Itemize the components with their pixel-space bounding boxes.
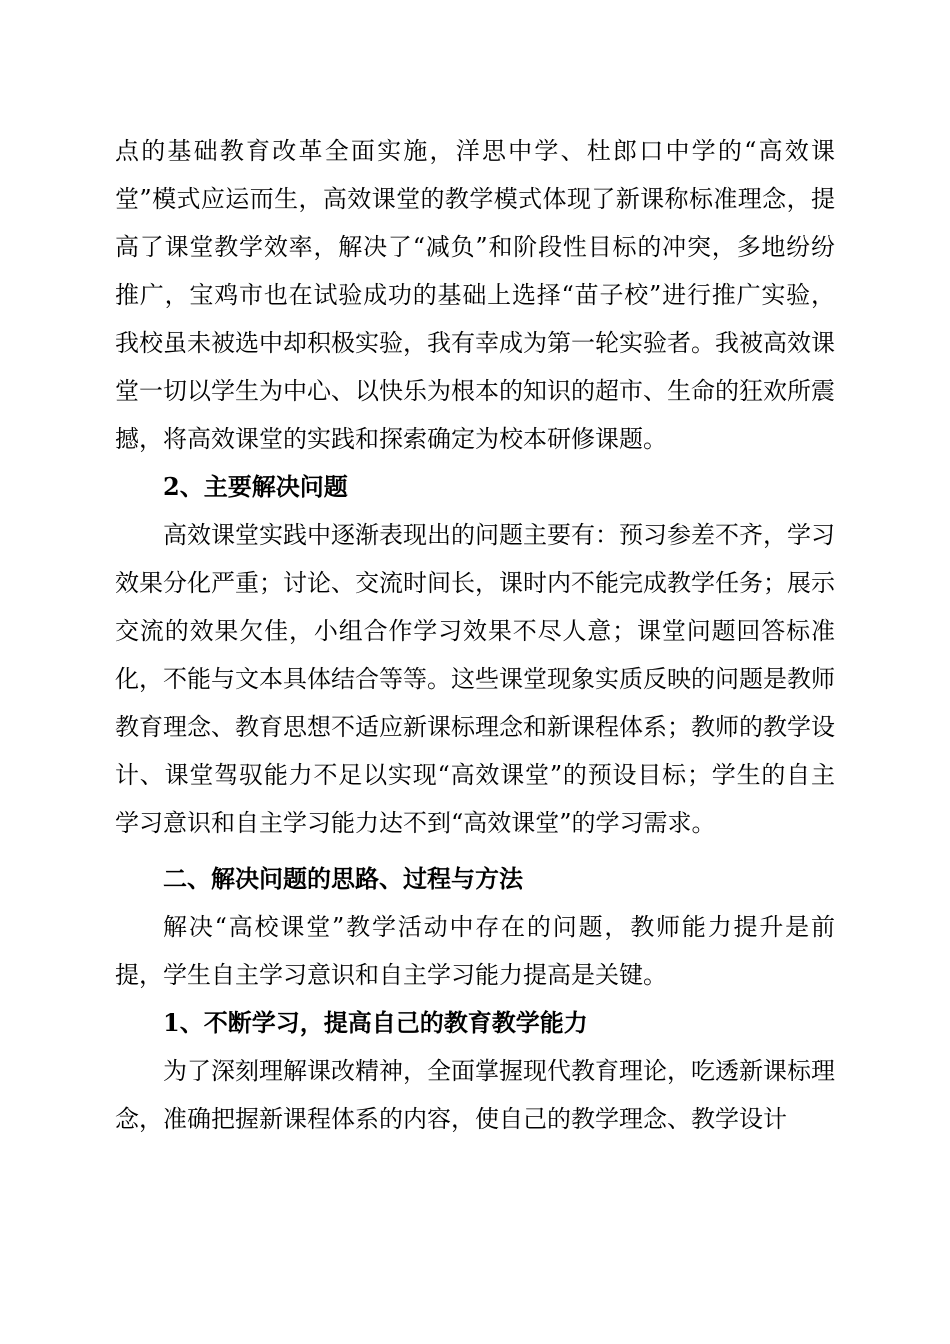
paragraph-2: 高效课堂实践中逐渐表现出的问题主要有：预习参差不齐，学习效果分化严重；讨论、交流时间长，课时内不能完成教学任务；展示交流的效果欠佳，小组合作学习效果不尽人意；课堂问题回答标准化，不能与文本具体结合等等。这些课堂现象实质反映的问题是教师教育理念、教育思想不适应新课标理念和新课程体系；教师的教学设计、课堂驾驭能力不足以实现“高效课堂”的预设目标；学生的自主学习意识和自主学习能力达不到“高效课堂”的学习需求。: [115, 521, 835, 837]
paragraph-3: 解决“高校课堂”教学活动中存在的问题，教师能力提升是前提，学生自主学习意识和自主学习能力提高是关键。: [115, 913, 835, 989]
paragraph-4: 为了深刻理解课改精神，全面掌握现代教育理论，吃透新课标理念，准确把握新课程体系的内容，使自己的教学理念、教学设计: [115, 1057, 835, 1133]
section-heading-continuous-learning: 1、不断学习，提高自己的教育教学能力: [163, 1008, 588, 1037]
section-heading-main-problems: 2、主要解决问题: [163, 472, 348, 501]
section-heading-solution-approach: 二、解决问题的思路、过程与方法: [163, 864, 523, 893]
paragraph-1: 点的基础教育改革全面实施，洋思中学、杜郎口中学的“高效课堂”模式应运而生，高效课堂的教学模式体现了新课称标准理念，提高了课堂教学效率，解决了“减负”和阶段性目标的冲突，多地纷纷推广，宝鸡市也在试验成功的基础上选择“苗子校”进行推广实验，我校虽未被选中却积极实验，我有幸成为第一轮实验者。我被高效课堂一切以学生为中心、以快乐为根本的知识的超市、生命的狂欢所震撼，将高效课堂的实践和探索确定为校本研修课题。: [115, 137, 835, 453]
document-body: [115, 127, 835, 1143]
